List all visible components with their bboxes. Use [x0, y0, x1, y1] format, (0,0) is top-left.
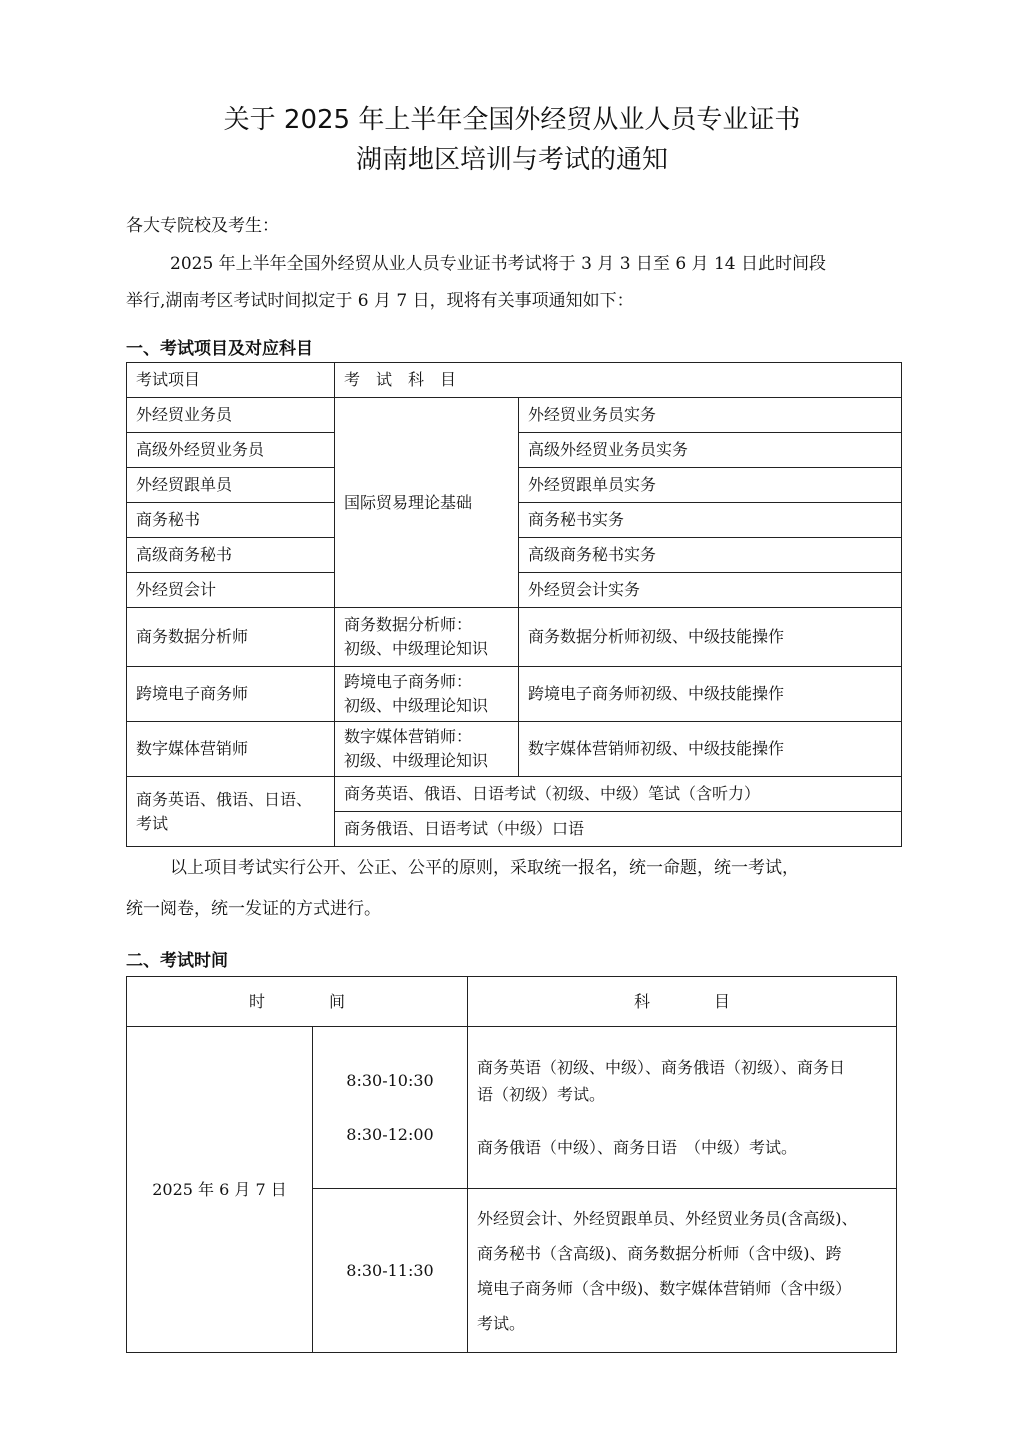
practice-subject: 外经贸跟单员实务 [519, 468, 902, 503]
table-row [127, 398, 902, 433]
header-exam-subject: 考 试 科 目 [335, 363, 902, 398]
header-exam-item: 考试项目 [127, 363, 335, 398]
time-c: 8:30-11:30 [313, 1189, 468, 1353]
intro-line2: 举行,湖南考区考试时间拟定于 6 月 7 日，现将有关事项通知如下： [126, 291, 634, 311]
subject-slot-1 [468, 1027, 897, 1189]
theory-subject-line2: 初级、中级理论知识 [344, 639, 489, 658]
section2-heading: 二、考试时间 [126, 951, 228, 971]
notice-title-line2: 湖南地区培训与考试的通知 [355, 145, 668, 175]
exam-item: 高级外经贸业务员 [127, 433, 335, 468]
subject-a-line1: 商务英语（初级、中级）、商务俄语（初级）、商务日 [477, 1058, 846, 1077]
theory-subject-line1: 跨境电子商务师： [344, 672, 473, 691]
subject-c-line1: 外经贸会计、外经贸跟单员、外经贸业务员(含高级)、 [477, 1208, 858, 1228]
table-header-row [127, 363, 902, 398]
notice-title-line1: 关于 2025 年上半年全国外经贸从业人员专业证书 [223, 105, 801, 135]
exam-item: 外经贸跟单员 [127, 468, 335, 503]
table-header-row [127, 977, 897, 1027]
time-b: 8:30-12:00 [346, 1124, 434, 1144]
table-row [127, 667, 902, 722]
practice-subject: 外经贸业务员实务 [519, 398, 902, 433]
practice-subject: 高级外经贸业务员实务 [519, 433, 902, 468]
exam-item: 外经贸会计 [127, 573, 335, 608]
subject-c-line4: 考试。 [477, 1313, 526, 1333]
exam-item-language [127, 777, 335, 847]
exam-item: 跨境电子商务师 [127, 667, 335, 722]
subject-a-line2: 语（初级）考试。 [477, 1085, 606, 1104]
shared-theory-subject: 国际贸易理论基础 [335, 398, 519, 608]
exam-subjects-table [126, 362, 902, 847]
exam-item-line1: 商务英语、俄语、日语、 [136, 789, 313, 809]
intro-line1: 2025 年上半年全国外经贸从业人员专业证书考试将于 3 月 3 日至 6 月 14 日此时间段 [170, 254, 826, 274]
table-row [127, 608, 902, 667]
note-line2: 统一阅卷，统一发证的方式进行。 [126, 899, 381, 919]
header-subject: 科 目 [468, 977, 897, 1027]
note-line1: 以上项目考试实行公开、公正、公平的原则，采取统一报名，统一命题，统一考试， [170, 858, 799, 878]
practice-subject: 数字媒体营销师初级、中级技能操作 [519, 722, 902, 777]
theory-subject [335, 722, 519, 777]
written-exam-subject: 商务英语、俄语、日语考试（初级、中级）笔试（含听力） [335, 777, 902, 812]
oral-exam-subject: 商务俄语、日语考试（中级）口语 [335, 812, 902, 847]
time-slot-morning-1 [313, 1027, 468, 1189]
theory-subject [335, 608, 519, 667]
header-time: 时 间 [127, 977, 468, 1027]
theory-subject [335, 667, 519, 722]
subject-slot-2 [468, 1189, 897, 1353]
table-row [127, 1027, 897, 1189]
theory-subject-line2: 初级、中级理论知识 [344, 696, 489, 715]
exam-item: 商务数据分析师 [127, 608, 335, 667]
exam-item: 外经贸业务员 [127, 398, 335, 433]
exam-item: 商务秘书 [127, 503, 335, 538]
subject-b: 商务俄语（中级）、商务日语 （中级）考试。 [477, 1138, 798, 1157]
table-row [127, 777, 902, 812]
exam-item: 高级商务秘书 [127, 538, 335, 573]
exam-item: 数字媒体营销师 [127, 722, 335, 777]
practice-subject: 外经贸会计实务 [519, 573, 902, 608]
theory-subject-line2: 初级、中级理论知识 [344, 751, 489, 770]
exam-date: 2025 年 6 月 7 日 [127, 1027, 313, 1353]
practice-subject: 高级商务秘书实务 [519, 538, 902, 573]
section1-heading: 一、考试项目及对应科目 [126, 339, 313, 359]
practice-subject: 商务秘书实务 [519, 503, 902, 538]
table-row [127, 722, 902, 777]
subject-c-line2: 商务秘书（含高级)、商务数据分析师（含中级)、跨 [477, 1243, 842, 1263]
exam-schedule-table [126, 976, 897, 1353]
exam-item-line2: 考试 [136, 813, 169, 833]
theory-subject-line1: 商务数据分析师： [344, 615, 473, 634]
salutation: 各大专院校及考生： [126, 216, 279, 236]
subject-c-line3: 境电子商务师（含中级)、数字媒体营销师（含中级） [477, 1278, 852, 1298]
theory-subject-line1: 数字媒体营销师： [344, 727, 473, 746]
practice-subject: 跨境电子商务师初级、中级技能操作 [519, 667, 902, 722]
practice-subject: 商务数据分析师初级、中级技能操作 [519, 608, 902, 667]
time-a: 8:30-10:30 [346, 1070, 434, 1090]
